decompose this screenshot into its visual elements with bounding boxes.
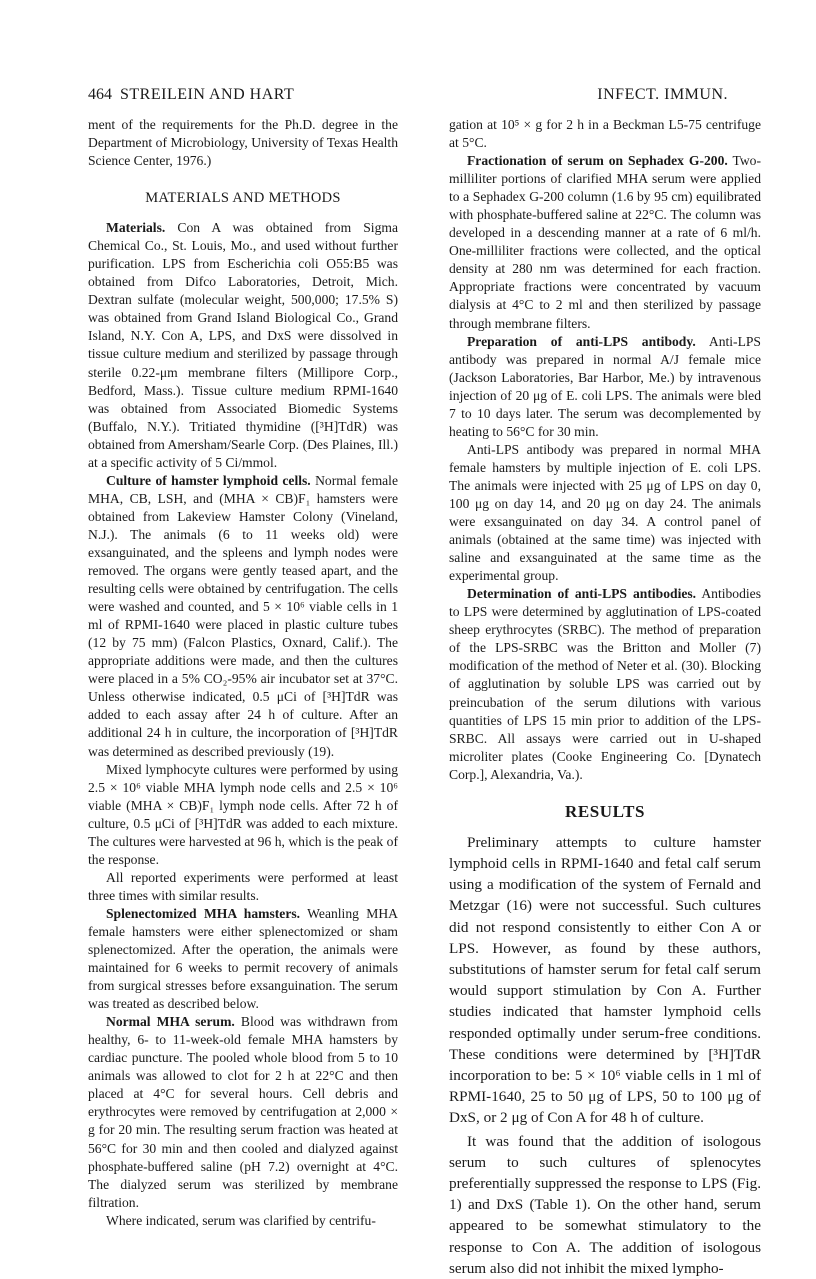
paragraph-determination	[449, 585, 761, 784]
intro-continuation: ment of the requirements for the Ph.D. degree in the Department of Microbiology, University of Texas Health Science Center, 1976.)	[88, 117, 398, 169]
run-in-title-materials: Materials.	[106, 220, 166, 236]
paragraph-repeat: All reported experiments were performed at least three times with similar results.	[88, 869, 398, 903]
paragraph-splenectomized	[88, 905, 398, 1013]
paragraph-determination-text: Antibodies to LPS were determined by agglutination of LPS-coated sheep erythrocytes (SRBC). The method of preparation of the LPS-SRBC was the Britton and Moller (7) modification of the method of Neter et al. (30). Blocking of agglutination by soluble LPS was carried out by preincubation of the serum dilutions with various quantities of LPS 15 min prior to addition of the LPS-SRBC. All assays were carried out in U-shaped microliter plates (Cooke Engineering Co. [Dynatech Corp.], Alexandria, Va.).	[449, 586, 761, 782]
section-heading-results: RESULTS	[564, 801, 646, 821]
paragraph-normal-serum-text: Blood was withdrawn from healthy, 6- to 11-week-old female MHA hamsters by cardiac puncture. The pooled whole blood from 5 to 10 animals was allowed to clot for 2 h at 22°C and then placed at 4°C for several hours. Cell debris and erythrocytes were removed by centrifugation at 2,000 × g for 20 min. The resulting serum fraction was heated at 56°C for 30 min and then cooled and dialyzed against phosphate-buffered saline (pH 7.2) overnight at 4°C. The dialyzed serum was sterilized by membrane filtration.	[88, 1014, 399, 1210]
paragraph-hamster-antibody: Anti-LPS antibody was prepared in normal MHA female hamsters by multiple injection of E. coli LPS. The animals were injected with 25 μg of LPS on day 0, 100 μg on day 14, and 20 μg on day 24. The animals were exsanguinated on day 34. A control panel of animals (obtained at the same time) was injected with saline and exsanguinated at the same time as the experimental group.	[449, 441, 761, 584]
run-in-title-normal-serum: Normal MHA serum.	[106, 1014, 235, 1030]
paragraph-materials	[88, 219, 398, 472]
paragraph-fractionation	[449, 152, 761, 332]
run-in-title-determination: Determination of anti-LPS antibodies.	[467, 586, 697, 602]
paragraph-results-2: It was found that the addition of isologous serum to such cultures of splenocytes preferentially suppressed the response to LPS (Fig. 1) and DxS (Table 1). On the other hand, serum appeared to be somewhat stimulatory to the response to Con A. The addition of isologous serum also did not inhibit the mixed lympho-	[449, 1132, 761, 1277]
section-heading-materials-methods: MATERIALS AND METHODS	[145, 190, 341, 207]
paragraph-splenectomized-text: Weanling MHA female hamsters were either splenectomized or sham splenectomized. After the operation, the animals were maintained for 6 weeks to permit recovery of animals from surgical stresses before exsanguination. The serum was treated as described below.	[88, 905, 399, 1012]
paragraph-fractionation-text: Two-milliliter portions of clarified MHA serum were applied to a Sephadex G-200 column (1.6 by 95 cm) equilibrated with phosphate-buffered saline at 22°C. The column was developed in a descending manner at a rate of 6 ml/h. One-milliliter fractions were collected, and the optical density at 280 nm was determined for each fraction. Appropriate fractions were concentrated by vacuum dialysis at 4°C to 2 ml and then sterilized by passage through membrane filters.	[449, 153, 761, 331]
clarified-continuation: gation at 10⁵ × g for 2 h in a Beckman L5-75 centrifuge at 5°C.	[449, 117, 761, 151]
run-in-title-culture: Culture of hamster lymphoid cells.	[106, 472, 311, 488]
paragraph-culture-text: Normal female MHA, CB, LSH, and (MHA × CB)F₁ hamsters were obtained from Lakeview Hamster Colony (Vineland, N.J.). The animals (6 to 11 weeks old) were exsanguinated, and the spleens and lymph nodes were removed. The organs were gently teased apart, and the resulting cells were obtained by centrifugation. The cells were washed and counted, and 5 × 10⁶ viable cells in 1 ml of RPMI-1640 were placed in plastic culture tubes (12 by 75 mm) (Falcon Plastics, Oxnard, Calif.). The appropriate additions were made, and then the cultures were placed in a 5% CO₂-95% air incubator set at 37°C. Unless otherwise indicated, 0.5 μCi of [³H]TdR was added to each assay after 24 h of culture. After an additional 24 h in culture, the incorporation of [³H]TdR was determined as described previously (19).	[88, 472, 398, 759]
left-column	[88, 116, 398, 1230]
paragraph-normal-serum	[88, 1013, 398, 1212]
journal-name: INFECT. IMMUN.	[597, 86, 728, 103]
running-authors: STREILEIN AND HART	[120, 86, 295, 103]
page-number: 464	[88, 86, 112, 103]
run-in-title-splenectomized: Splenectomized MHA hamsters.	[106, 905, 301, 921]
paragraph-mixed-culture: Mixed lymphocyte cultures were performed by using 2.5 × 10⁶ viable MHA lymph node cells and 2.5 × 10⁶ viable (MHA × CB)F₁ lymph node cells. After 72 h of culture, 0.5 μCi of [³H]TdR was added to each mixture. The cultures were harvested at 96 h, which is the peak of the response.	[88, 761, 398, 867]
paragraph-culture	[88, 472, 398, 761]
run-in-title-antibody-prep: Preparation of anti-LPS antibody.	[467, 333, 696, 349]
right-column	[449, 116, 761, 1279]
results-body	[449, 832, 761, 1279]
running-header	[88, 86, 728, 108]
run-in-title-fractionation: Fractionation of serum on Sephadex G-200.	[467, 153, 728, 169]
paragraph-materials-text: Con A was obtained from Sigma Chemical Co., St. Louis, Mo., and used without further purification. LPS from Escherichia coli O55:B5 was obtained from Difco Laboratories, Detroit, Mich. Dextran sulfate (molecular weight, 500,000; 17.5% S) was obtained from Grand Island Biological Co., Grand Island, N.Y. Con A, LPS, and DxS were dissolved in tissue culture medium and sterilized by passage through sterile 0.22-μm membrane filters (Millipore Corp., Bedford, Mass.). Tissue culture medium RPMI-1640 was obtained from Associated Biomedic Systems (Buffalo, N.Y.). Tritiated thymidine ([³H]TdR) was obtained from Amersham/Searle Corp. (Des Plaines, Ill.) at a specific activity of 5 Ci/mmol.	[88, 220, 398, 470]
paragraph-antibody-prep-text: Anti-LPS antibody was prepared in normal A/J female mice (Jackson Laboratories, Bar Harbor, Me.) by intravenous injection of 20 μg of E. coli LPS. The animals were bled 7 to 10 days later. The serum was decomplemented by heating to 56°C for 30 min.	[449, 333, 761, 439]
paragraph-clarified: Where indicated, serum was clarified by centrifu-	[106, 1212, 376, 1228]
paragraph-results-1: Preliminary attempts to culture hamster lymphoid cells in RPMI-1640 and fetal calf serum using a modification of the system of Fernald and Metzgar (16) were not successful. Such cultures did not respond consistently to either Con A or LPS. However, as found by these authors, substitutions of hamster serum for fetal calf serum would support stimulation by Con A. Further studies indicated that hamster lymphoid cells responded optimally under serum-free conditions. These conditions were determined by [³H]TdR incorporation to be: 5 × 10⁶ viable cells in 1 ml of RPMI-1640, 25 to 50 μg of LPS, 50 to 100 μg of DxS, or 2 μg of Con A for 48 h of culture.	[449, 833, 761, 1127]
paragraph-antibody-prep	[449, 333, 761, 441]
